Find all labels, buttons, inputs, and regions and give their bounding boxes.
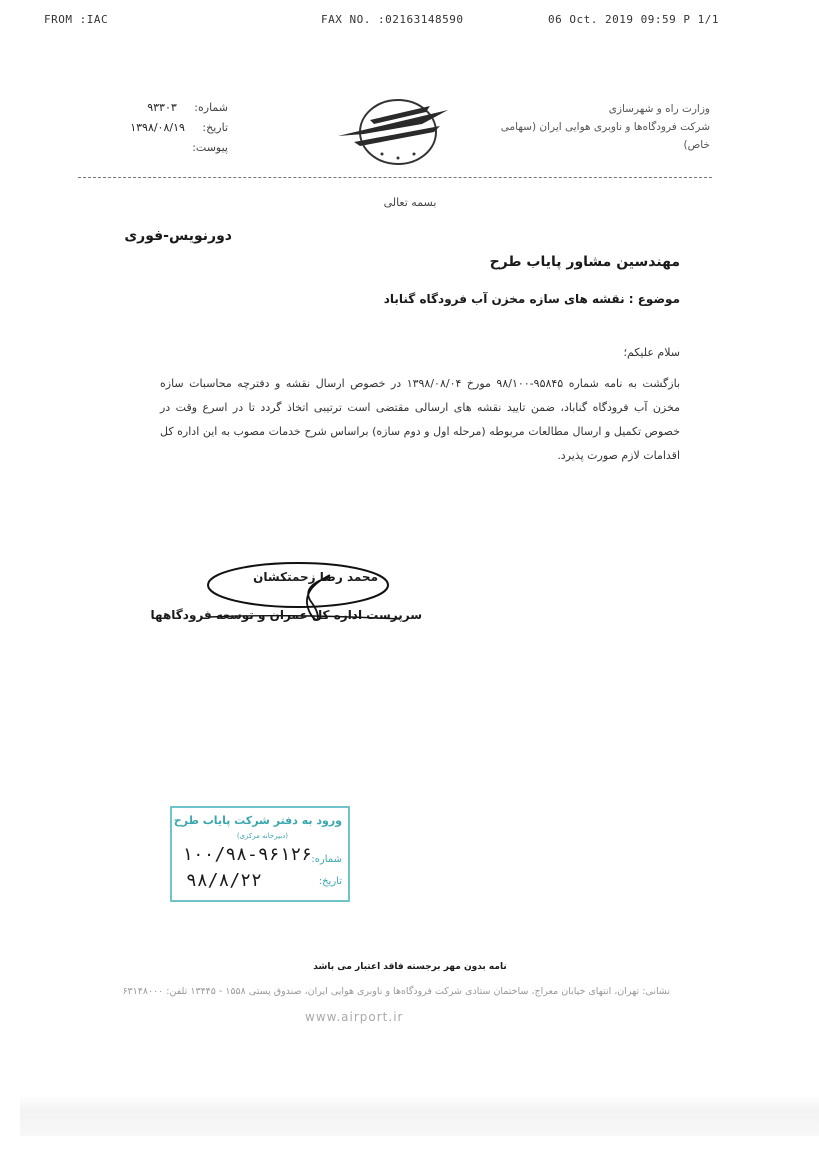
signer-title: سرپرست اداره کل عمران و توسعه فرودگاهها xyxy=(150,608,422,622)
letter-date-label: تاریخ: xyxy=(202,121,228,134)
letter-number-value: ۹۳۳۰۳ xyxy=(147,101,177,114)
signer-name: محمد رضا زحمتکشان xyxy=(253,570,378,584)
letter-attachment-row xyxy=(108,138,228,158)
stamp-number-value: ۱۰۰/۹۸-۹۶۱۲۶ xyxy=(182,844,313,865)
logo-graphic xyxy=(330,90,460,170)
stamp-title: ورود به دفتر شرکت پایاب طرح xyxy=(173,814,342,827)
fax-timestamp: 06 Oct. 2019 09:59 P 1/1 xyxy=(548,13,719,26)
fax-number: FAX NO. :02163148590 xyxy=(321,13,464,26)
letter-attachment-label: پیوست: xyxy=(192,141,228,154)
fax-from: FROM :IAC xyxy=(44,13,109,26)
letter-date-value: ۱۳۹۸/۰۸/۱۹ xyxy=(130,121,185,134)
footer-address: نشانی: تهران، انتهای خیابان معراج، ساختمان ستادی شرکت فرودگاه‌ها و ناوبری هوایی ایران، صندوق پستی ۱۵۵۸ - ۱۳۴۴۵ تلفن: ۶۳۱۴۸۰۰۰ xyxy=(122,986,670,997)
stamp-number-label: شماره: xyxy=(311,854,342,865)
urgency-label: دورنویس-فوری xyxy=(124,228,232,244)
header-divider xyxy=(78,177,712,178)
invocation-heading: بسمه تعالی xyxy=(383,196,437,209)
stamp-subtitle: (دبیرخانه مرکزی) xyxy=(236,832,288,840)
footer-validity-note: نامه بدون مهر برجسته فاقد اعتبار می باشد xyxy=(313,962,507,972)
organization-header xyxy=(488,100,710,154)
scan-edge-shadow xyxy=(20,1094,819,1136)
recipient-name: مهندسین مشاور پایاب طرح xyxy=(489,254,680,270)
letter-number-row xyxy=(108,98,228,118)
airport-company-logo xyxy=(330,90,460,170)
stamp-date-label: تاریخ: xyxy=(318,876,342,887)
letter-meta xyxy=(108,98,228,158)
letter-date-row xyxy=(108,118,228,138)
letter-body: بازگشت به نامه شماره ۹۵۸۴۵-۹۸/۱۰۰ مورخ ۱۳۹۸/۰۸/۰۴ در خصوص ارسال نقشه و دفترچه محاسبات سازه مخزن آب فرودگاه گناباد، ضمن تایید نقشه های ارسالی مقتضی است ترتیبی اتخاذ گردد تا در اسرع وقت در خصوص تکمیل و ارسال مطالعات مربوطه (مرحله اول و دوم سازه) براساس شرح خدمات مصوب به این اداره کل اقدامات لازم صورت پذیرد. xyxy=(160,377,681,462)
stamp-date-value: ۹۸/۸/۲۲ xyxy=(186,870,262,891)
company-name: شرکت فرودگاه‌ها و ناوبری هوایی ایران (سهامی خاص) xyxy=(500,121,710,151)
greeting: سلام علیکم؛ xyxy=(623,346,680,359)
footer-website: www.airport.ir xyxy=(305,1010,404,1024)
letter-subject: موضوع : نقشه های سازه مخزن آب فرودگاه گناباد xyxy=(383,292,680,306)
ministry-name: وزارت راه و شهرسازی xyxy=(608,103,710,115)
letter-number-label: شماره: xyxy=(194,101,228,114)
receipt-stamp xyxy=(170,806,350,902)
